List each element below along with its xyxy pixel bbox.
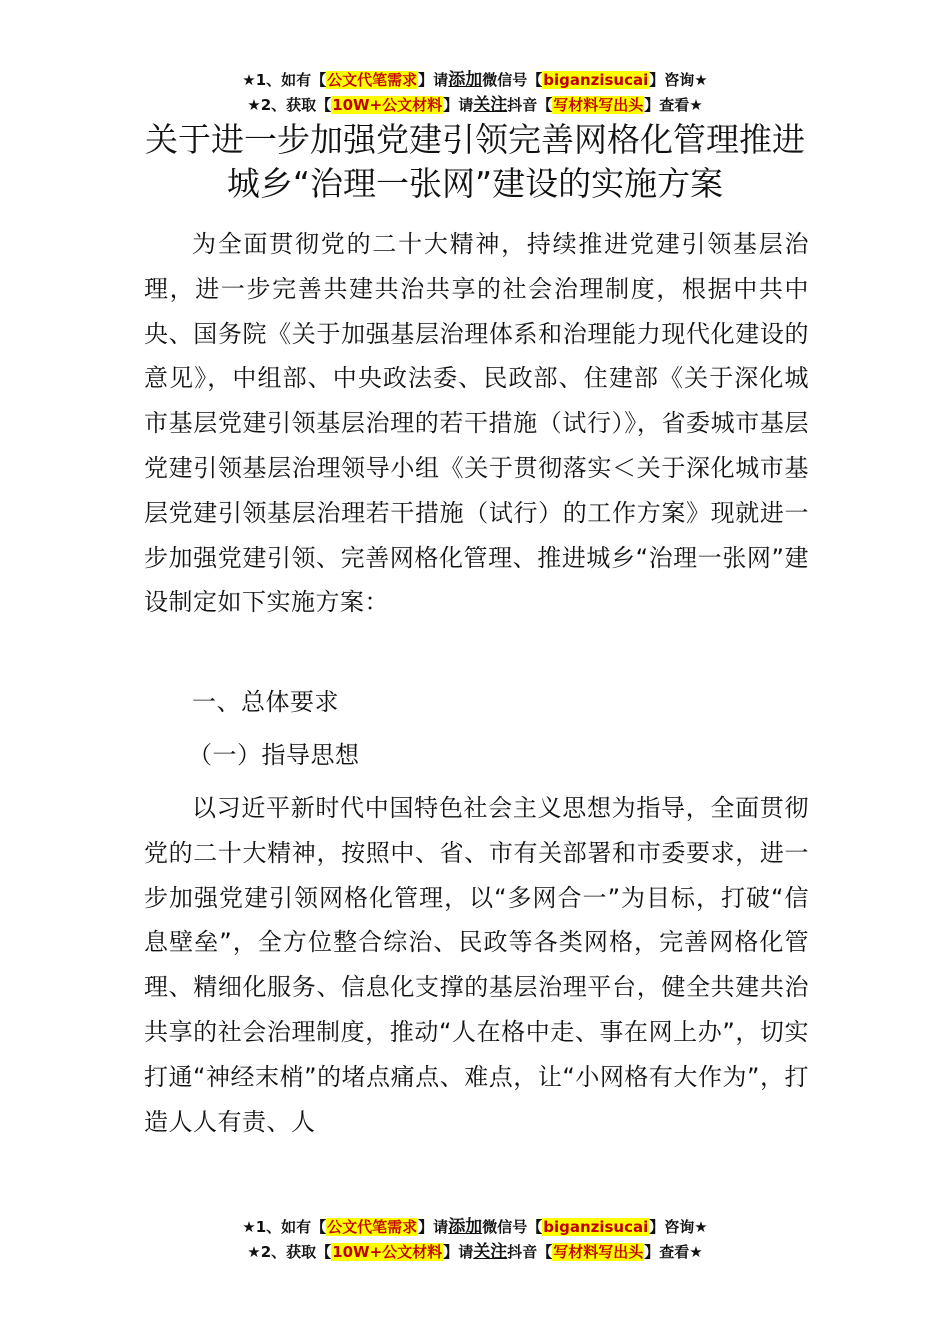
- banner-text: 】请: [418, 1218, 449, 1236]
- banner-line-1: [0, 68, 950, 93]
- banner-text: 微信号【: [482, 1218, 543, 1236]
- banner-underline: 关注: [473, 1242, 508, 1262]
- banner-highlight: 公文代笔需求: [327, 1218, 418, 1236]
- banner-highlight: 10W+公文材料: [332, 96, 443, 114]
- banner-line-2: [0, 93, 950, 118]
- banner-text: ★1、如有【: [242, 71, 327, 89]
- banner-text: 】咨询★: [649, 1218, 708, 1236]
- banner-text: 抖音【: [507, 1243, 553, 1261]
- banner-text: 】咨询★: [649, 71, 708, 89]
- banner-highlight: 写材料写出头: [553, 1243, 644, 1261]
- banner-text: 】请: [418, 71, 449, 89]
- document-title: 关于进一步加强党建引领完善网格化管理推进城乡“治理一张网”建设的实施方案: [145, 120, 805, 203]
- footer-banner: [0, 1215, 950, 1265]
- banner-text: 】查看★: [644, 1243, 703, 1261]
- paragraph-intro: 为全面贯彻党的二十大精神，持续推进党建引领基层治理，进一步完善共建共治共享的社会治理制度，根据中共中央、国务院《关于加强基层治理体系和治理能力现代化建设的意见》，中组部、中央政法委、民政部、住建部《关于深化城市基层党建引领基层治理的若干措施（试行）》，省委城市基层党建引领基层治理领导小组《关于贯彻落实＜关于深化城市基层党建引领基层治理若干措施（试行）的工作方案》现就进一步加强党建引领、完善网格化管理、推进城乡“治理一张网”建设制定如下实施方案：: [144, 230, 809, 617]
- banner-highlight: 写材料写出头: [553, 96, 644, 114]
- subsection-heading: （一）指导思想: [188, 741, 360, 769]
- banner-text: 】请: [443, 96, 474, 114]
- banner-highlight: 10W+公文材料: [332, 1243, 443, 1261]
- paragraph-guiding-thought: 以习近平新时代中国特色社会主义思想为指导，全面贯彻党的二十大精神，按照中、省、市有关部署和市委要求，进一步加强党建引领网格化管理，以“多网合一”为目标，打破“信息壁垒”，全方位整合综治、民政等各类网格，完善网格化管理、精细化服务、信息化支撑的基层治理平台，健全共建共治共享的社会治理制度，推动“人在格中走、事在网上办”，切实打通“神经末梢”的堵点痛点、难点，让“小网格有大作为”，打造人人有责、人: [144, 794, 809, 1136]
- banner-line-2: [0, 1240, 950, 1265]
- banner-underline: 关注: [473, 95, 508, 115]
- banner-underline: 添加: [448, 70, 483, 90]
- header-banner: [0, 68, 950, 118]
- banner-text: ★1、如有【: [242, 1218, 327, 1236]
- banner-text: ★2、获取【: [247, 96, 332, 114]
- banner-underline: 添加: [448, 1217, 483, 1237]
- banner-text: 】请: [443, 1243, 474, 1261]
- banner-highlight: biganzisucai: [543, 71, 649, 89]
- banner-text: 】查看★: [644, 96, 703, 114]
- banner-highlight: biganzisucai: [543, 1218, 649, 1236]
- banner-text: 微信号【: [482, 71, 543, 89]
- banner-line-1: [0, 1215, 950, 1240]
- banner-text: 抖音【: [507, 96, 553, 114]
- banner-text: ★2、获取【: [247, 1243, 332, 1261]
- section-heading: 一、总体要求: [192, 688, 339, 716]
- banner-highlight: 公文代笔需求: [327, 71, 418, 89]
